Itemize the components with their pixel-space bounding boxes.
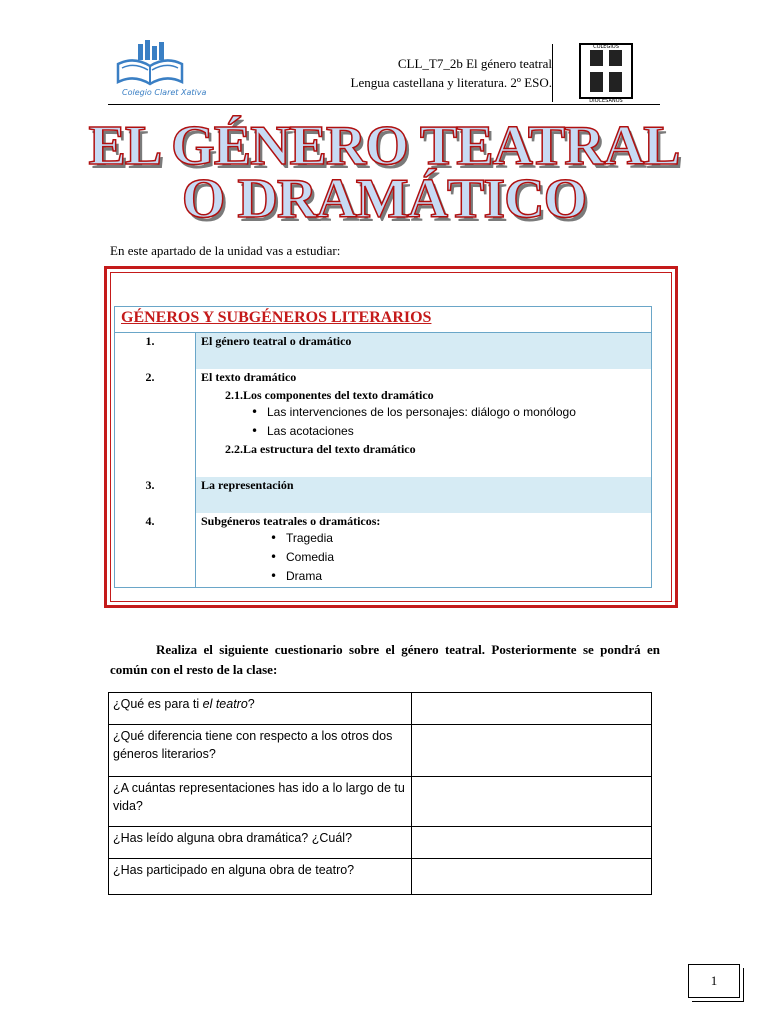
question-cell: ¿Qué diferencia tiene con respecto a los otros dos géneros literarios? [109,725,412,777]
bullet-acotaciones: • Las acotaciones [251,424,354,438]
header-rule [108,104,660,105]
index-column-divider [195,332,196,587]
page-header [108,38,660,104]
svg-text:COLEGIOS: COLEGIOS [593,44,619,50]
table-row [109,827,652,859]
table-row [109,859,652,895]
diocesan-logo [560,38,660,104]
item-number-3: 3. [145,478,155,492]
index-heading-row [115,307,651,333]
intro-text: En este apartado de la unidad vas a estudiar: [110,243,341,258]
bullet-comedia: • Comedia [270,550,335,564]
index-table [114,306,652,588]
index-heading: GÉNEROS Y SUBGÉNEROS LITERARIOS [121,309,432,326]
logo-caption: Colegio Claret Xativa [122,88,207,97]
question-italic: el teatro [202,697,248,711]
page-title-line2: O DRAMÁTICO [181,168,587,230]
page-number-box [688,964,740,998]
answer-cell[interactable] [411,725,651,777]
answer-cell[interactable] [411,827,651,859]
page-number: 1 [710,973,718,988]
item-number-4: 4. [145,514,155,528]
question-cell: ¿Has participado en alguna obra de teatro? [109,859,412,895]
question-cell: ¿Has leído alguna obra dramática? ¿Cuál? [109,827,412,859]
question-cell: ¿A cuántas representaciones has ido a lo largo de tu vida? [109,777,412,827]
school-logo [108,38,207,104]
bullet-drama: • Drama [270,569,323,583]
document-subject: Lengua castellana y literatura. 2º ESO. [350,75,552,90]
header-divider [552,44,553,102]
svg-text:DIOCESANOS: DIOCESANOS [589,98,623,104]
item-label-4: Subgéneros teatrales o dramáticos: [201,514,381,528]
bullet-tragedia: • Tragedia [270,531,333,545]
answer-cell[interactable] [411,777,651,827]
table-row [109,693,652,725]
table-row [109,725,652,777]
subitem-2-1: 2.1.Los componentes del texto dramático [225,388,434,402]
document-code: CLL_T7_2b El género teatral [397,56,552,71]
question-cell: ¿Qué es para ti el teatro? [109,693,412,725]
questionnaire-instructions: Realiza el siguiente cuestionario sobre el género teatral. Posteriormente se pondrá en común con el resto de la clase: [110,642,660,677]
subitem-2-2: 2.2.La estructura del texto dramático [225,442,416,456]
page-title-line1: EL GÉNERO TEATRAL [88,115,680,177]
answer-cell[interactable] [411,693,651,725]
item-label-2: El texto dramático [201,370,297,384]
item-label-1: El género teatral o dramático [201,334,352,348]
bullet-interventions: • Las intervenciones de los personajes: diálogo o monólogo [251,405,576,419]
questionnaire-table [108,692,652,895]
item-label-3: La representación [201,478,294,492]
item-number-1: 1. [145,334,155,348]
item-number-2: 2. [145,370,155,384]
answer-cell[interactable] [411,859,651,895]
table-row [109,777,652,827]
